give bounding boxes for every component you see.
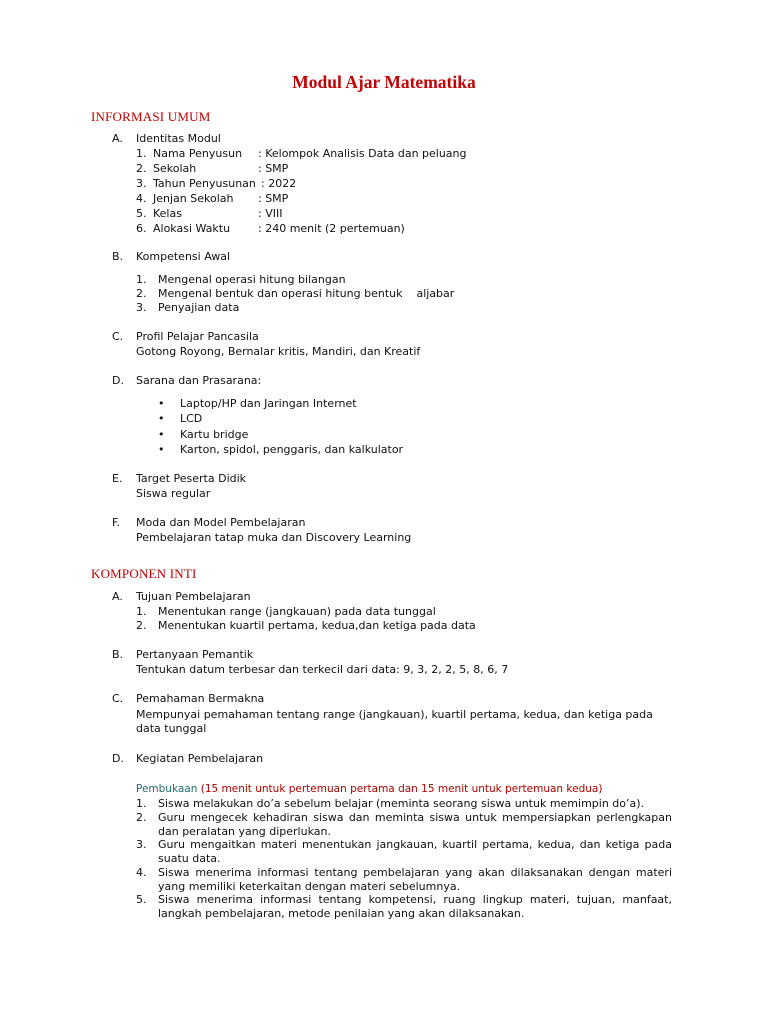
item-label-identitas-modul: Identitas Modul	[136, 132, 221, 145]
pembukaan-word: Pembukaan	[136, 783, 198, 795]
item-text: Siswa regular	[136, 487, 211, 500]
item-letter: B.	[112, 250, 124, 263]
bullet-icon: •	[158, 443, 165, 456]
field-value: : Kelompok Analisis Data dan peluang	[258, 147, 467, 160]
list-number: 3.	[136, 838, 147, 851]
section-heading-komponen-inti: KOMPONEN INTI	[91, 566, 197, 581]
item-letter: F.	[112, 516, 121, 529]
list-number: 6.	[136, 222, 147, 235]
list-number: 1.	[136, 797, 147, 810]
list-item: Menentukan kuartil pertama, kedua,dan ketiga pada data	[158, 619, 476, 632]
item-letter: C.	[112, 692, 124, 705]
list-number: 1.	[136, 605, 147, 618]
pembukaan-duration: (15 menit untuk pertemuan pertama dan 15 menit untuk pertemuan kedua)	[200, 783, 603, 795]
item-text: Tentukan datum terbesar dan terkecil dari data: 9, 3, 2, 2, 5, 8, 6, 7	[136, 663, 509, 676]
item-label-pemahaman: Pemahaman Bermakna	[136, 692, 265, 705]
item-text: Pembelajaran tatap muka dan Discovery Learning	[136, 531, 412, 544]
list-number: 5.	[136, 207, 147, 220]
item-label-sarana: Sarana dan Prasarana:	[136, 374, 262, 387]
section-heading-informasi-umum: INFORMASI UMUM	[91, 109, 211, 124]
field-label: Kelas	[153, 207, 182, 220]
field-value: : VIII	[258, 207, 283, 220]
list-item: Penyajian data	[158, 301, 240, 314]
field-label: Alokasi Waktu	[153, 222, 231, 235]
list-item: LCD	[180, 412, 203, 425]
field-value: : 2022	[261, 177, 297, 190]
list-item: Siswa menerima informasi tentang pembelajaran yang akan dilaksanakan dengan materi yang memiliki keterkaitan dengan materi sebelumnya.	[158, 866, 672, 893]
item-letter: E.	[112, 472, 123, 485]
list-item: Siswa menerima informasi tentang kompetensi, ruang lingkup materi, tujuan, manfaat, langkah pembelajaran, metode penilaian yang akan dilaksanakan.	[158, 893, 672, 920]
pembukaan-heading	[136, 782, 602, 796]
field-label: Sekolah	[153, 162, 197, 175]
list-item: Guru mengecek kehadiran siswa dan meminta siswa untuk mempersiapkan perlengkapan dan peralatan yang diperlukan.	[158, 811, 672, 838]
list-number: 3.	[136, 177, 147, 190]
item-label-kompetensi-awal: Kompetensi Awal	[136, 250, 231, 263]
list-number: 4.	[136, 866, 147, 879]
item-label-kegiatan: Kegiatan Pembelajaran	[136, 752, 264, 765]
list-item: Siswa melakukan do’a sebelum belajar (meminta seorang siswa untuk memimpin do’a).	[158, 797, 645, 810]
item-letter: D.	[112, 752, 124, 765]
item-letter: A.	[112, 132, 123, 145]
item-label-profil-pelajar: Profil Pelajar Pancasila	[136, 330, 259, 343]
list-item: Kartu bridge	[180, 428, 249, 441]
bullet-icon: •	[158, 412, 165, 425]
document-title: Modul Ajar Matematika	[292, 72, 476, 92]
item-letter: B.	[112, 648, 124, 661]
list-item: Menentukan range (jangkauan) pada data tunggal	[158, 605, 436, 618]
list-number: 2.	[136, 287, 147, 300]
list-item: Mengenal operasi hitung bilangan	[158, 273, 346, 286]
item-letter: D.	[112, 374, 124, 387]
item-text: data tunggal	[136, 722, 207, 735]
item-label-pemantik: Pertanyaan Pemantik	[136, 648, 254, 661]
list-item: Karton, spidol, penggaris, dan kalkulator	[180, 443, 404, 456]
list-number: 5.	[136, 893, 147, 906]
field-label: Jenjan Sekolah	[153, 192, 234, 205]
list-number: 2.	[136, 811, 147, 824]
item-label-target: Target Peserta Didik	[136, 472, 247, 485]
list-number: 1.	[136, 147, 147, 160]
field-value: : 240 menit (2 pertemuan)	[258, 222, 405, 235]
list-item: Mengenal bentuk dan operasi hitung bentuk aljabar	[158, 287, 455, 300]
bullet-icon: •	[158, 397, 165, 410]
field-value: : SMP	[258, 192, 289, 205]
field-label: Tahun Penyusunan	[153, 177, 256, 190]
bullet-icon: •	[158, 428, 165, 441]
field-label: Nama Penyusun	[153, 147, 243, 160]
item-letter: C.	[112, 330, 124, 343]
field-value: : SMP	[258, 162, 289, 175]
list-number: 1.	[136, 273, 147, 286]
item-label-tujuan: Tujuan Pembelajaran	[136, 590, 251, 603]
item-letter: A.	[112, 590, 123, 603]
item-label-moda: Moda dan Model Pembelajaran	[136, 516, 306, 529]
list-item: Laptop/HP dan Jaringan Internet	[180, 397, 357, 410]
list-number: 2.	[136, 619, 147, 632]
item-text: Gotong Royong, Bernalar kritis, Mandiri, dan Kreatif	[136, 345, 421, 358]
list-number: 2.	[136, 162, 147, 175]
list-number: 4.	[136, 192, 147, 205]
list-number: 3.	[136, 301, 147, 314]
item-text: Mempunyai pemahaman tentang range (jangkauan), kuartil pertama, kedua, dan ketiga pada	[136, 708, 653, 721]
list-item: Guru mengaitkan materi menentukan jangkauan, kuartil pertama, kedua, dan ketiga pada suatu data.	[158, 838, 672, 865]
